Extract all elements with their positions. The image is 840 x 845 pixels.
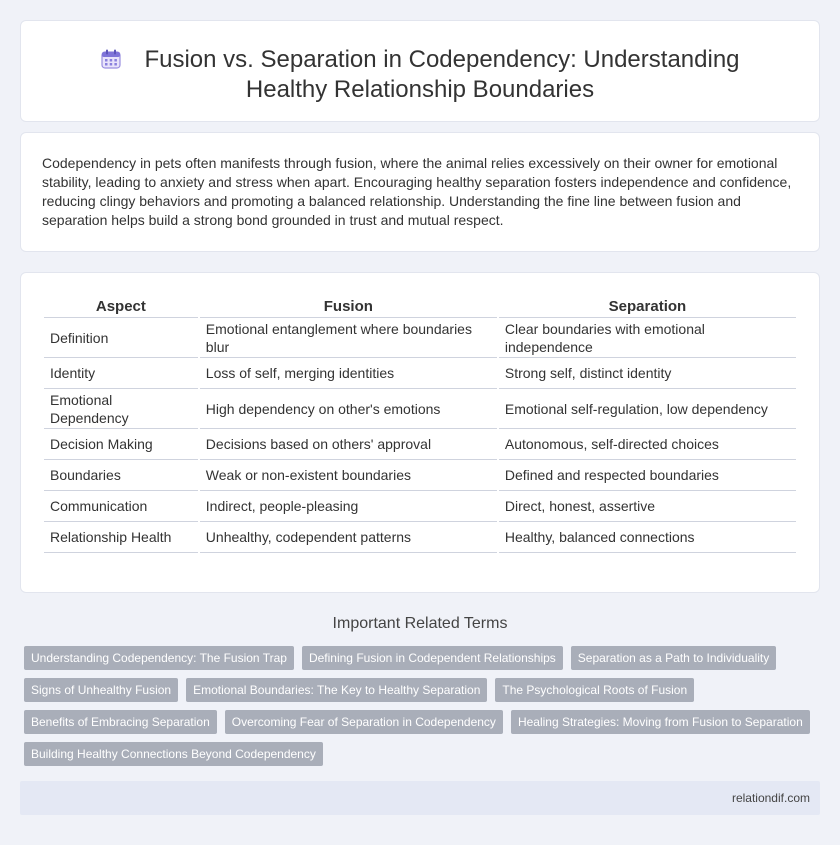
table-header-row <box>44 296 796 318</box>
cell-fusion: Unhealthy, codependent patterns <box>200 522 497 553</box>
table-row <box>44 429 796 460</box>
cell-aspect: Decision Making <box>44 429 198 460</box>
page-title: Fusion vs. Separation in Codependency: Understanding Healthy Relationship Boundaries <box>144 46 740 103</box>
cell-aspect: Emotional Dependency <box>44 389 198 429</box>
header-fusion: Fusion <box>200 296 497 318</box>
related-tag[interactable]: Overcoming Fear of Separation in Codependency <box>225 710 503 734</box>
cell-separation: Clear boundaries with emotional independence <box>499 318 796 358</box>
footer-site-link[interactable]: relationdif.com <box>731 791 810 805</box>
cell-separation: Defined and respected boundaries <box>499 460 796 491</box>
cell-aspect: Identity <box>44 358 198 389</box>
related-terms-list <box>24 646 824 774</box>
cell-fusion: Loss of self, merging identities <box>200 358 497 389</box>
cell-aspect: Definition <box>44 318 198 358</box>
cell-separation: Autonomous, self-directed choices <box>499 429 796 460</box>
table-row <box>44 460 796 491</box>
cell-separation: Emotional self-regulation, low dependency <box>499 389 796 429</box>
related-tag[interactable]: Understanding Codependency: The Fusion Trap <box>24 646 294 670</box>
page-title-wrap <box>61 45 779 105</box>
cell-fusion: Emotional entanglement where boundaries blur <box>200 318 497 358</box>
cell-separation: Healthy, balanced connections <box>499 522 796 553</box>
cell-fusion: High dependency on other's emotions <box>200 389 497 429</box>
related-tag[interactable]: The Psychological Roots of Fusion <box>495 678 694 702</box>
cell-separation: Direct, honest, assertive <box>499 491 796 522</box>
cell-aspect: Communication <box>44 491 198 522</box>
table-row <box>44 491 796 522</box>
table-row <box>44 318 796 358</box>
related-tag[interactable]: Defining Fusion in Codependent Relationships <box>302 646 563 670</box>
intro-paragraph: Codependency in pets often manifests through fusion, where the animal relies excessively on their owner for emotional stability, leading to anxiety and stress when apart. Encouraging healthy separation fosters independence and confidence, reducing clingy behaviors and promoting a balanced relationship. Understanding the fine line between fusion and separation helps build a strong bond grounded in trust and mutual respect. <box>42 155 792 228</box>
cell-separation: Strong self, distinct identity <box>499 358 796 389</box>
related-tag[interactable]: Signs of Unhealthy Fusion <box>24 678 178 702</box>
calendar-icon <box>100 48 122 70</box>
header-aspect: Aspect <box>44 296 198 318</box>
footer <box>20 781 820 815</box>
related-tag[interactable]: Benefits of Embracing Separation <box>24 710 217 734</box>
comparison-table <box>42 296 798 553</box>
related-terms-title: Important Related Terms <box>332 615 508 632</box>
related-tag[interactable]: Separation as a Path to Individuality <box>571 646 776 670</box>
related-tag[interactable]: Healing Strategies: Moving from Fusion to Separation <box>511 710 810 734</box>
cell-fusion: Weak or non-existent boundaries <box>200 460 497 491</box>
table-row <box>44 522 796 553</box>
cell-aspect: Boundaries <box>44 460 198 491</box>
table-row <box>44 358 796 389</box>
header-separation: Separation <box>499 296 796 318</box>
related-tag[interactable]: Emotional Boundaries: The Key to Healthy Separation <box>186 678 487 702</box>
cell-fusion: Decisions based on others' approval <box>200 429 497 460</box>
intro-card <box>20 132 820 252</box>
comparison-card <box>20 272 820 593</box>
cell-fusion: Indirect, people-pleasing <box>200 491 497 522</box>
table-row <box>44 389 796 429</box>
header-card <box>20 20 820 122</box>
related-tag[interactable]: Building Healthy Connections Beyond Codependency <box>24 742 323 766</box>
cell-aspect: Relationship Health <box>44 522 198 553</box>
